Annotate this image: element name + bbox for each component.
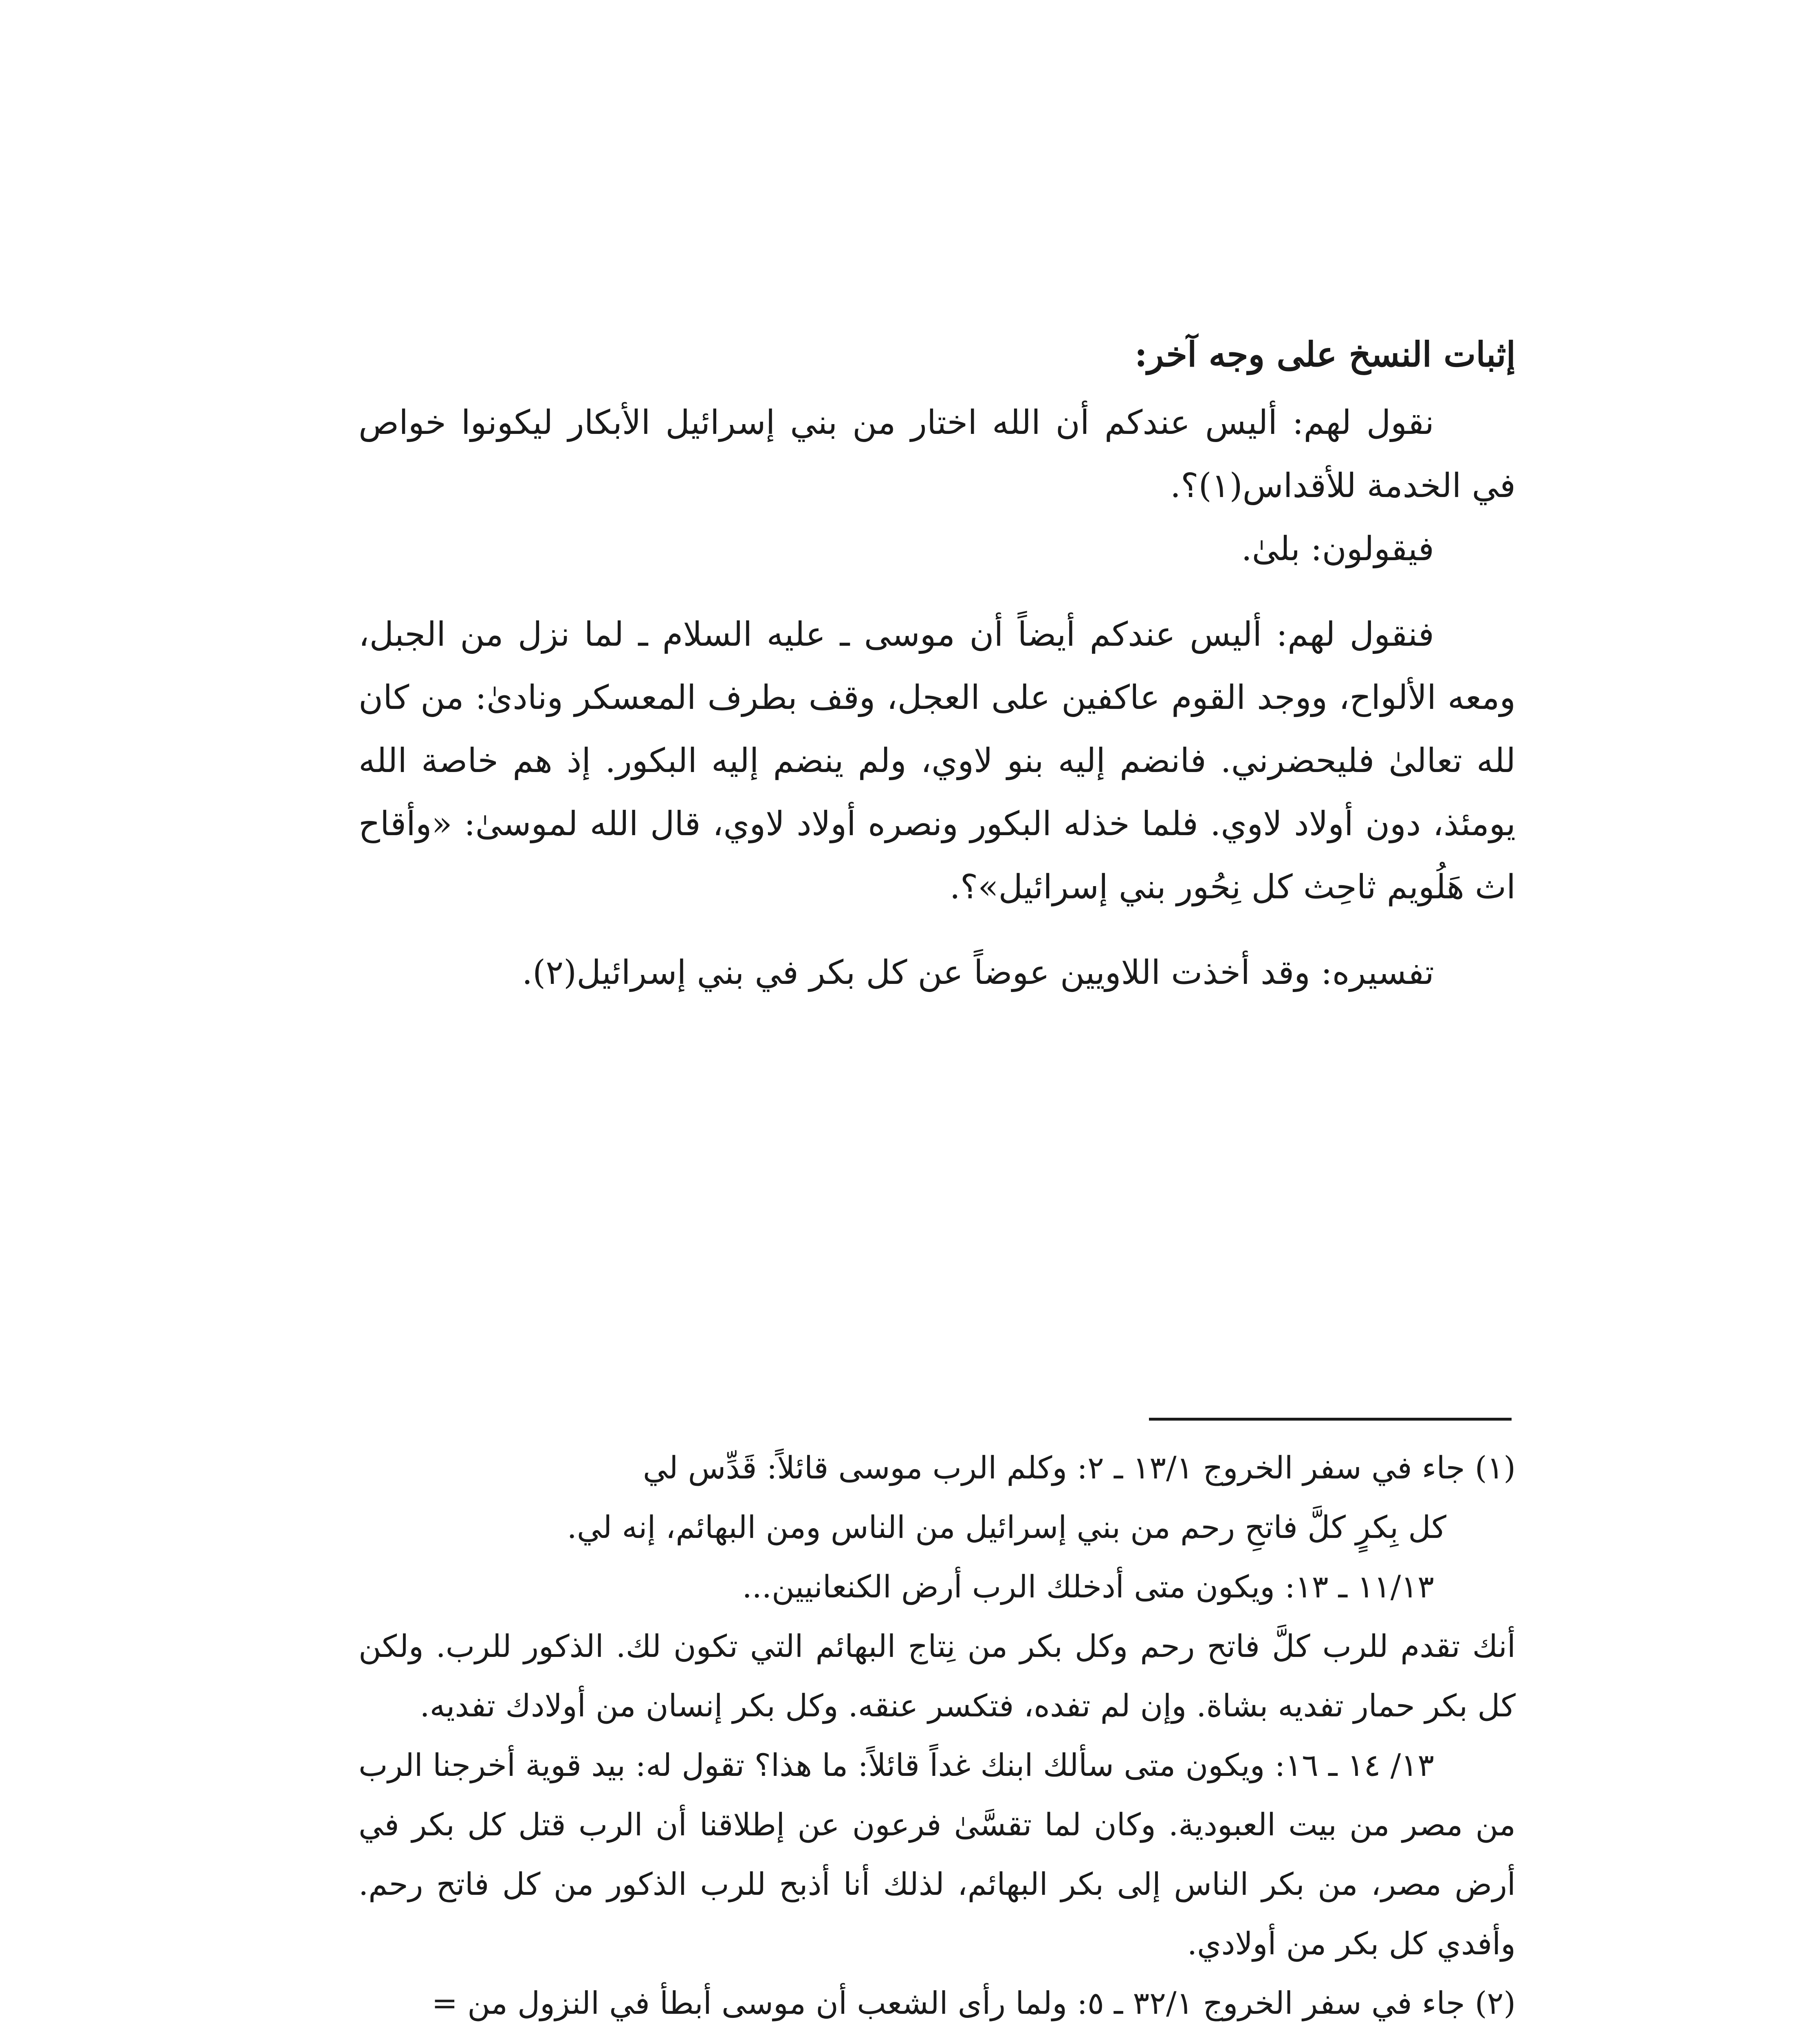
footnote-2: (٢) جاء في سفر الخروج ٣٢/١ ـ ٥: ولما رأى الشعب أن موسى أبطأ في النزول من = bbox=[431, 1985, 1516, 2021]
footnote-divider bbox=[1149, 1418, 1512, 1421]
paragraph-1: نقول لهم: أليس عندكم أن الله اختار من بني إسرائيل الأبكار ليكونوا خواص في الخدمة للأقداس(١)؟. bbox=[359, 403, 1516, 505]
section-heading: إثبات النسخ على وجه آخر: bbox=[1134, 334, 1516, 374]
paragraph-2: فيقولون: بلىٰ. bbox=[1241, 530, 1434, 568]
paragraph-4: تفسيره: وقد أخذت اللاويين عوضاً عن كل بكر في بني إسرائيل(٢). bbox=[522, 953, 1434, 992]
footnote-1-line-3: ١١/١٣ ـ ١٣: ويكون متى أدخلك الرب أرض الكنعانيين... bbox=[742, 1568, 1434, 1605]
body-text bbox=[359, 391, 1516, 1004]
footnote-1-paragraph-b: ١٣/ ١٤ ـ ١٦: ويكون متى سألك ابنك غداً قائلاً: ما هذا؟ تقول له: بيد قوية أخرجنا الرب من مصر من بيت العبودية. وكان لما تقسَّىٰ فرعون عن إطلاقنا أن الرب قتل كل بكر في أرض مصر، من بكر الناس إلى بكر البهائم، لذلك أنا أذبح للرب الذكور من كل فاتح رحم. وأفدي كل بكر من أولادي. bbox=[359, 1747, 1516, 1962]
footnote-1-line-1: (١) جاء في سفر الخروج ١٣/١ ـ ٢: وكلم الرب موسى قائلاً: قَدِّس لي bbox=[643, 1450, 1516, 1486]
footnote-1-line-2: كل بِكرٍ كلَّ فاتحِ رحم من بني إسرائيل من الناس ومن البهائم، إنه لي. bbox=[567, 1509, 1446, 1545]
footnote-1-paragraph-a: أنك تقدم للرب كلَّ فاتح رحم وكل بكر من نِتاج البهائم التي تكون لك. الذكور للرب. ولكن كل بكر حمار تفديه بشاة. وإن لم تفده، فتكسر عنقه. وكل بكر إنسان من أولادك تفديه. bbox=[359, 1628, 1516, 1724]
paragraph-3: فنقول لهم: أليس عندكم أيضاً أن موسى ـ عليه السلام ـ لما نزل من الجبل، ومعه الألواح، ووجد القوم عاكفين على العجل، وقف بطرف المعسكر ونادىٰ: من كان لله تعالىٰ فليحضرني. فانضم إليه بنو لاوي، ولم ينضم إليه البكور. إذ هم خاصة الله يومئذ، دون أولاد لاوي. فلما خذله البكور ونصره أولاد لاوي، قال الله لموسىٰ: «وأقاح اث هَلُويم ثاحِث كل نِحُور بني إسرائيل»؟. bbox=[359, 615, 1516, 906]
footnotes bbox=[359, 1438, 1516, 2033]
